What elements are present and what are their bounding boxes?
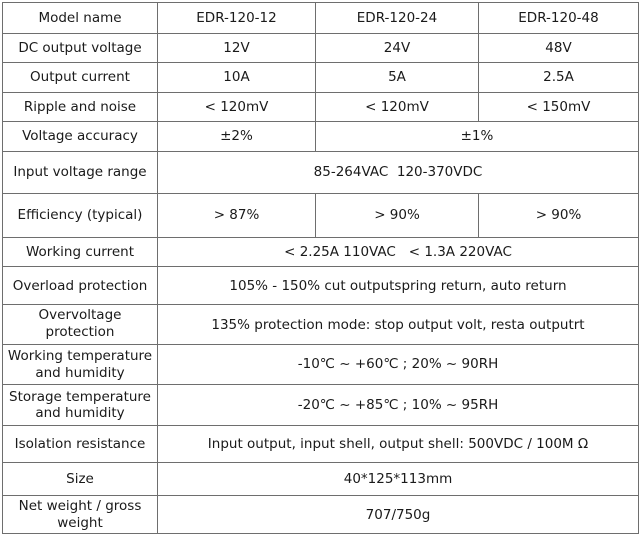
cell-value: -10℃ ~ +60℃ ; 20% ~ 90RH xyxy=(158,344,639,385)
cell-value: 5A xyxy=(316,63,479,93)
cell-value: ±1% xyxy=(316,122,639,152)
label-working-current: Working current xyxy=(3,237,158,267)
cell-value: 10A xyxy=(158,63,316,93)
cell-value: 12V xyxy=(158,33,316,63)
table-row-dc-output-voltage xyxy=(3,33,639,63)
table-row-ripple-noise xyxy=(3,92,639,122)
label-overvoltage-protection: Overvoltage protection xyxy=(3,305,158,345)
label-overload-protection: Overload protection xyxy=(3,267,158,305)
table-row-output-current xyxy=(3,63,639,93)
label-voltage-accuracy: Voltage accuracy xyxy=(3,122,158,152)
cell-value: < 120mV xyxy=(158,92,316,122)
table-row-weight xyxy=(3,496,639,534)
label-efficiency: Efficiency (typical) xyxy=(3,194,158,238)
label-working-temperature: Working temperature and humidity xyxy=(3,344,158,385)
table-row-size xyxy=(3,462,639,496)
cell-value: 85-264VAC 120-370VDC xyxy=(158,151,639,194)
label-isolation-resistance: Isolation resistance xyxy=(3,426,158,463)
cell-value: 2.5A xyxy=(479,63,639,93)
cell-value: > 90% xyxy=(479,194,639,238)
label-weight: Net weight / gross weight xyxy=(3,496,158,534)
label-input-voltage-range: Input voltage range xyxy=(3,151,158,194)
table-row-overvoltage-protection xyxy=(3,305,639,345)
label-dc-output-voltage: DC output voltage xyxy=(3,33,158,63)
cell-value: 48V xyxy=(479,33,639,63)
cell-value: 105% - 150% cut outputspring return, auto return xyxy=(158,267,639,305)
cell-value: Input output, input shell, output shell: 500VDC / 100M Ω xyxy=(158,426,639,463)
cell-value: < 2.25A 110VAC < 1.3A 220VAC xyxy=(158,237,639,267)
cell-value: 24V xyxy=(316,33,479,63)
cell-value: 135% protection mode: stop output volt, resta outputrt xyxy=(158,305,639,345)
label-output-current: Output current xyxy=(3,63,158,93)
label-storage-temperature: Storage temperature and humidity xyxy=(3,385,158,426)
cell-value: < 150mV xyxy=(479,92,639,122)
table-row-working-current xyxy=(3,237,639,267)
table-row-input-voltage-range xyxy=(3,151,639,194)
table-row-voltage-accuracy xyxy=(3,122,639,152)
spec-table xyxy=(2,2,639,534)
cell-value: -20℃ ~ +85℃ ; 10% ~ 95RH xyxy=(158,385,639,426)
label-model-name: Model name xyxy=(3,3,158,34)
cell-value: > 90% xyxy=(316,194,479,238)
cell-value: 40*125*113mm xyxy=(158,462,639,496)
label-size: Size xyxy=(3,462,158,496)
table-row-working-temperature xyxy=(3,344,639,385)
table-row-isolation-resistance xyxy=(3,426,639,463)
table-row-efficiency xyxy=(3,194,639,238)
table-row-overload-protection xyxy=(3,267,639,305)
cell-value: < 120mV xyxy=(316,92,479,122)
cell-value: ±2% xyxy=(158,122,316,152)
cell-value: 707/750g xyxy=(158,496,639,534)
model-1: EDR-120-12 xyxy=(158,3,316,34)
label-ripple-noise: Ripple and noise xyxy=(3,92,158,122)
model-2: EDR-120-24 xyxy=(316,3,479,34)
cell-value: > 87% xyxy=(158,194,316,238)
model-3: EDR-120-48 xyxy=(479,3,639,34)
table-row-storage-temperature xyxy=(3,385,639,426)
table-row-model-name xyxy=(3,3,639,34)
